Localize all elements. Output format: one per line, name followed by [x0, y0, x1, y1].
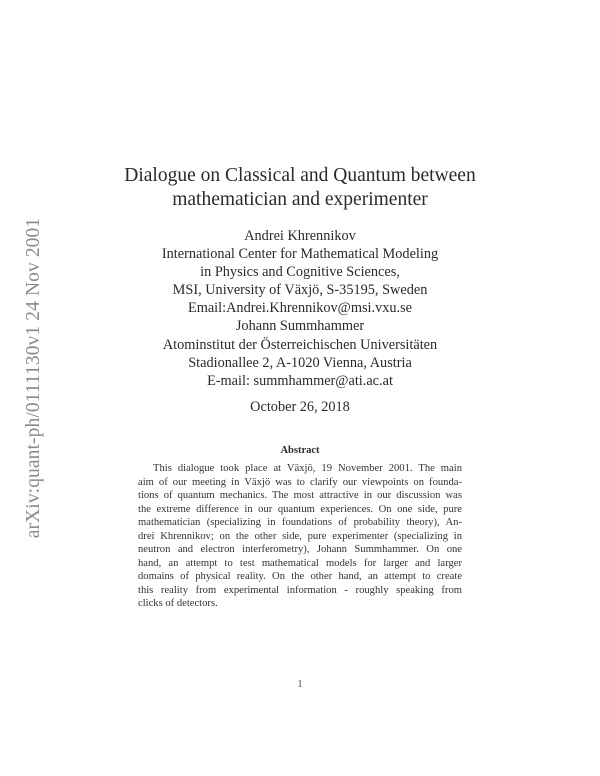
- abstract-line: mathematician (specializing in foundations of probability theory), An-: [138, 517, 462, 529]
- abstract-line: This dialogue took place at Växjö, 19 November 2001. The main: [153, 463, 462, 474]
- arxiv-identifier-stamp: arXiv:quant-ph/0111130v1 24 Nov 2001: [23, 217, 44, 539]
- author-block: [100, 227, 500, 390]
- author-affiliation: in Physics and Cognitive Sciences,: [200, 264, 400, 281]
- author-address: Stadionallee 2, A-1020 Vienna, Austria: [188, 354, 412, 371]
- abstract-line: hand, an attempt to test mathematical models for larger and larger: [138, 557, 462, 569]
- author-email: Email:Andrei.Khrennikov@msi.vxu.se: [187, 300, 412, 317]
- author-email: E-mail: summhammer@ati.ac.at: [207, 372, 393, 389]
- page-number: 1: [297, 678, 303, 690]
- abstract-line: drei Khrennikov; on the other side, pure experimenter (specializing in: [138, 530, 462, 542]
- abstract-line: tions of quantum mechanics. The most attractive in our discussion was: [138, 490, 462, 502]
- author-name: Andrei Khrennikov: [244, 228, 356, 244]
- title-line: mathematician and experimenter: [172, 189, 428, 210]
- abstract-line: this reality from experimental information - roughly speaking from: [138, 584, 462, 596]
- abstract-heading: Abstract: [280, 445, 320, 456]
- paper-date: October 26, 2018: [250, 399, 350, 415]
- abstract-body: [138, 462, 462, 611]
- author-address: MSI, University of Växjö, S-35195, Sweden: [172, 282, 428, 299]
- title-line: Dialogue on Classical and Quantum between: [124, 165, 476, 186]
- abstract-line: neutron and electron interferometry), Johann Summhammer. On one: [138, 544, 462, 556]
- abstract-line: domains of physical reality. On the other hand, an attempt to create: [138, 571, 462, 583]
- author-affiliation: International Center for Mathematical Modeling: [161, 246, 439, 263]
- abstract-line: the extreme difference in our quantum experiences. On one side, pure: [138, 503, 462, 515]
- abstract-line: clicks of detectors.: [138, 598, 218, 610]
- author-affiliation: Atominstitut der Österreichischen Universitäten: [162, 336, 438, 353]
- author-name: Johann Summhammer: [235, 318, 365, 335]
- paper-title: [100, 164, 500, 212]
- abstract-line: aim of our meeting in Växjö was to clarify our viewpoints on founda-: [138, 476, 462, 488]
